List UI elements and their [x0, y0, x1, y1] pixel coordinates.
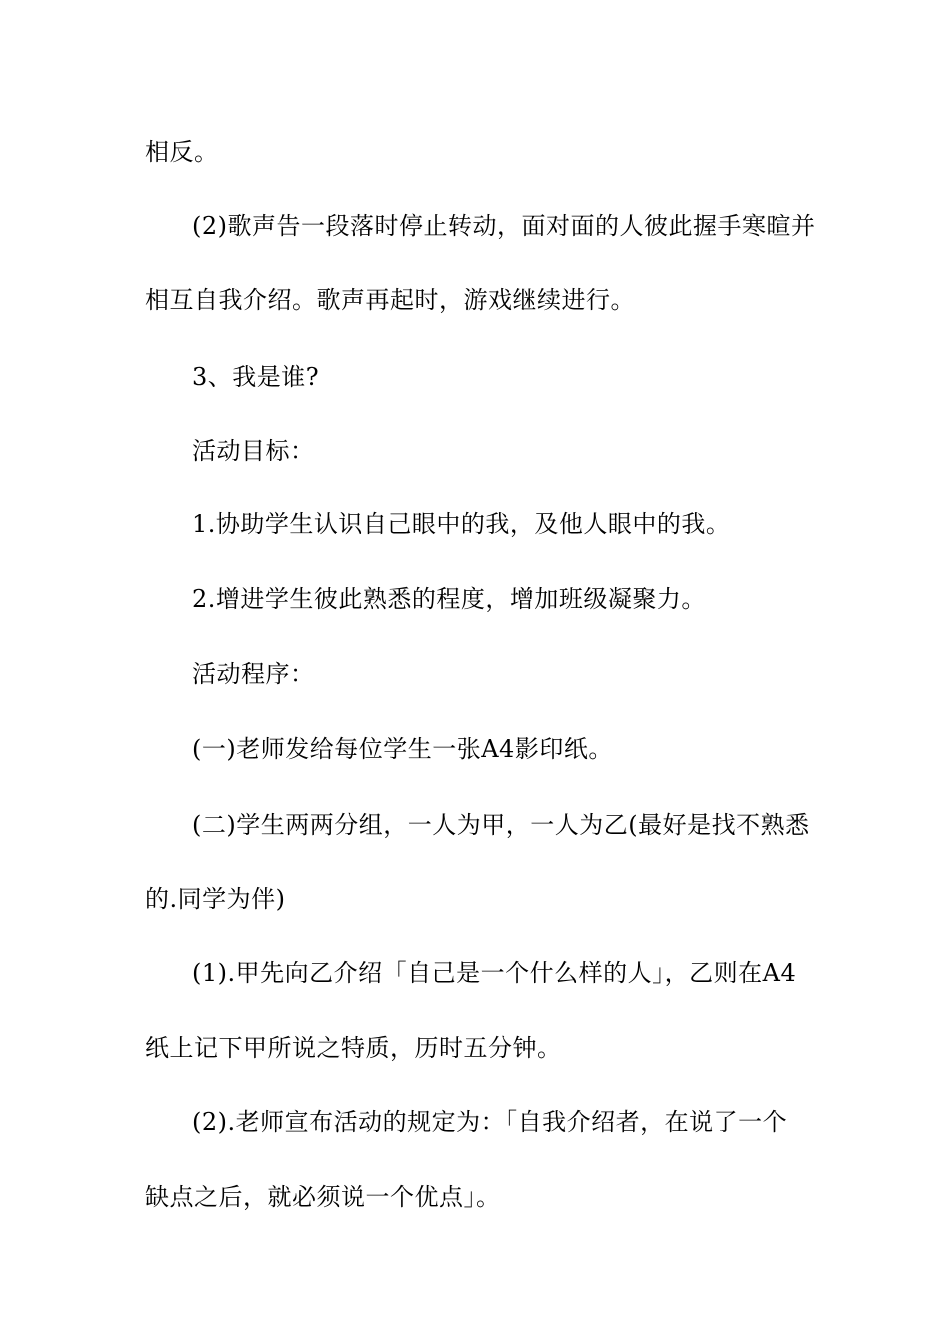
text-line: 相互自我介绍。歌声再起时，游戏继续进行。 — [145, 286, 635, 314]
text-line: 相反。 — [145, 138, 219, 166]
text-line: 纸上记下甲所说之特质，历时五分钟。 — [145, 1034, 562, 1062]
list-item: (1).甲先向乙介绍「自己是一个什么样的人」，乙则在A4 — [192, 959, 797, 987]
text-line: 缺点之后，就必须说一个优点」。 — [145, 1183, 501, 1211]
list-item: (2).老师宣布活动的规定为：「自我介绍者，在说了一个 — [192, 1108, 788, 1136]
list-item: (二)学生两两分组，一人为甲，一人为乙(最好是找不熟悉 — [192, 811, 810, 839]
section-heading: 3、我是谁? — [192, 363, 320, 391]
list-item: 1.协助学生认识自己眼中的我，及他人眼中的我。 — [192, 510, 731, 538]
subheading: 活动程序： — [192, 660, 315, 688]
text-line: (2)歌声告一段落时停止转动，面对面的人彼此握手寒暄并 — [192, 212, 816, 240]
list-item: (一)老师发给每位学生一张A4影印纸。 — [192, 735, 613, 763]
list-item: 2.增进学生彼此熟悉的程度，增加班级凝聚力。 — [192, 585, 706, 613]
text-line: 的.同学为伴) — [145, 885, 286, 913]
subheading: 活动目标： — [192, 437, 315, 465]
